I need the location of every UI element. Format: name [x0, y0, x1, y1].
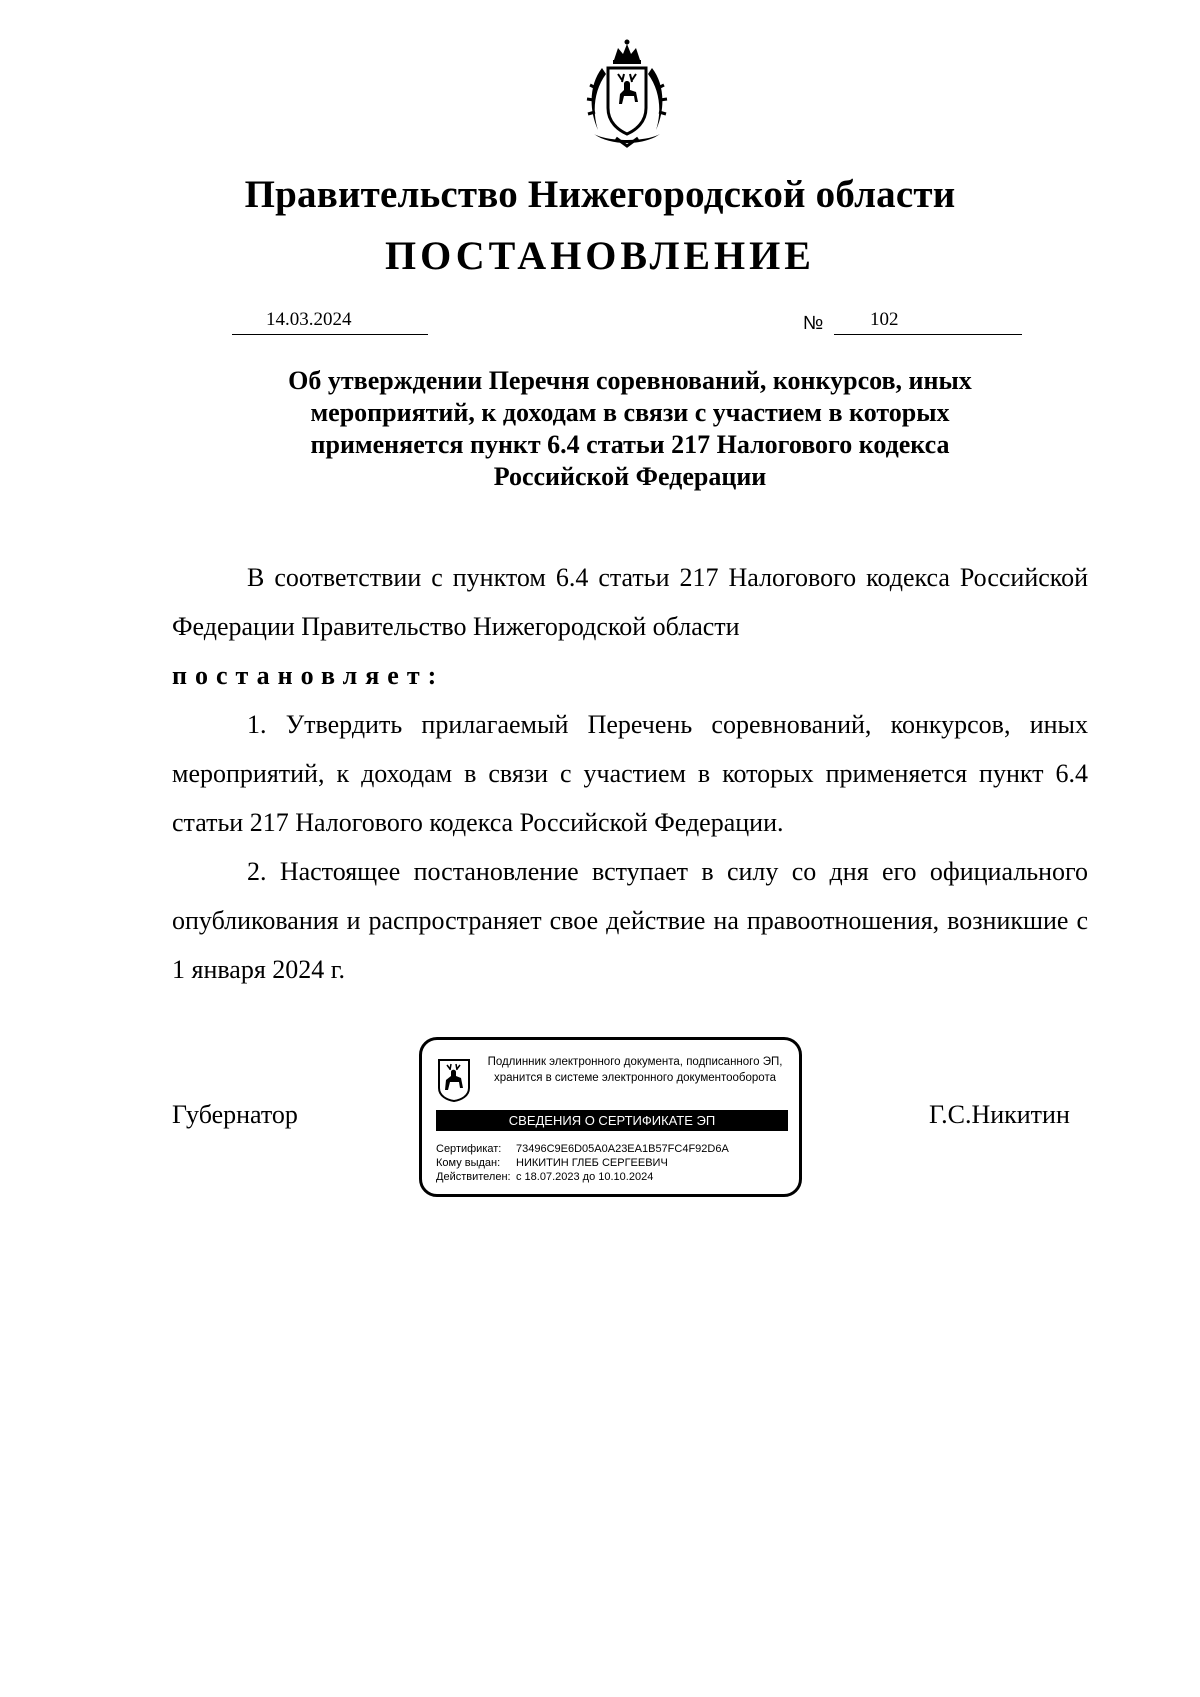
- number-sign: №: [803, 313, 824, 334]
- document-body: [172, 553, 1088, 994]
- stamp-header-line: Подлинник электронного документа, подписанного ЭП,: [487, 1056, 783, 1068]
- subject-line: применяется пункт 6.4 статьи 217 Налогового кодекса: [310, 430, 950, 459]
- document-subject: [230, 365, 1030, 493]
- item-1-paragraph: 1. Утвердить прилагаемый Перечень соревнований, конкурсов, иных мероприятий, к доходам в связи с участием в которых применяется пункт 6.4 статьи 217 Налогового кодекса Российской Федерации.: [172, 710, 1088, 837]
- item-2-paragraph: 2. Настоящее постановление вступает в силу со дня его официального опубликования и распространяет свое действие на правоотношения, возникшие с 1 января 2024 г.: [172, 857, 1088, 984]
- stamp-certificate-bar: СВЕДЕНИЯ О СЕРТИФИКАТЕ ЭП: [436, 1110, 788, 1131]
- document-date-line: [232, 308, 428, 335]
- certificate-label: Сертификат:: [436, 1143, 502, 1155]
- document-number: 102: [870, 309, 899, 330]
- certificate-row: [436, 1142, 729, 1156]
- validity-value: с 18.07.2023 до 10.10.2024: [516, 1171, 654, 1183]
- issued-to-label: Кому выдан:: [436, 1157, 501, 1169]
- validity-row: [436, 1170, 729, 1184]
- certificate-value: 73496C9E6D05A0A23EA1B57FC4F92D6A: [516, 1143, 729, 1155]
- stamp-header-line: хранится в системе электронного документооборота: [494, 1072, 776, 1084]
- subject-line: Об утверждении Перечня соревнований, конкурсов, иных: [288, 366, 972, 395]
- issued-to-row: [436, 1156, 729, 1170]
- signatory-role: Губернатор: [172, 1100, 298, 1129]
- electronic-signature-stamp: [419, 1037, 802, 1197]
- signatory-name: Г.С.Никитин: [929, 1100, 1070, 1129]
- subject-line: мероприятий, к доходам в связи с участием в которых: [310, 398, 950, 427]
- government-title: Правительство Нижегородской области: [244, 173, 956, 216]
- issued-to-value: НИКИТИН ГЛЕБ СЕРГЕЕВИЧ: [516, 1157, 668, 1169]
- stamp-details: [436, 1142, 729, 1184]
- stamp-header: [476, 1054, 794, 1086]
- document-number-line: [834, 308, 1022, 335]
- coat-of-arms-icon: [572, 38, 682, 150]
- validity-label: Действителен:: [436, 1171, 511, 1183]
- preamble-paragraph: В соответствии с пунктом 6.4 статьи 217 Налогового кодекса Российской Федерации Правительство Нижегородской области: [172, 563, 1088, 641]
- decree-word: постановляет:: [172, 661, 445, 690]
- document-type: ПОСТАНОВЛЕНИЕ: [385, 233, 815, 278]
- decree-paragraph: [172, 651, 1088, 700]
- deer-emblem-icon: [437, 1058, 471, 1102]
- subject-line: Российской Федерации: [493, 462, 767, 491]
- document-date: 14.03.2024: [266, 309, 352, 330]
